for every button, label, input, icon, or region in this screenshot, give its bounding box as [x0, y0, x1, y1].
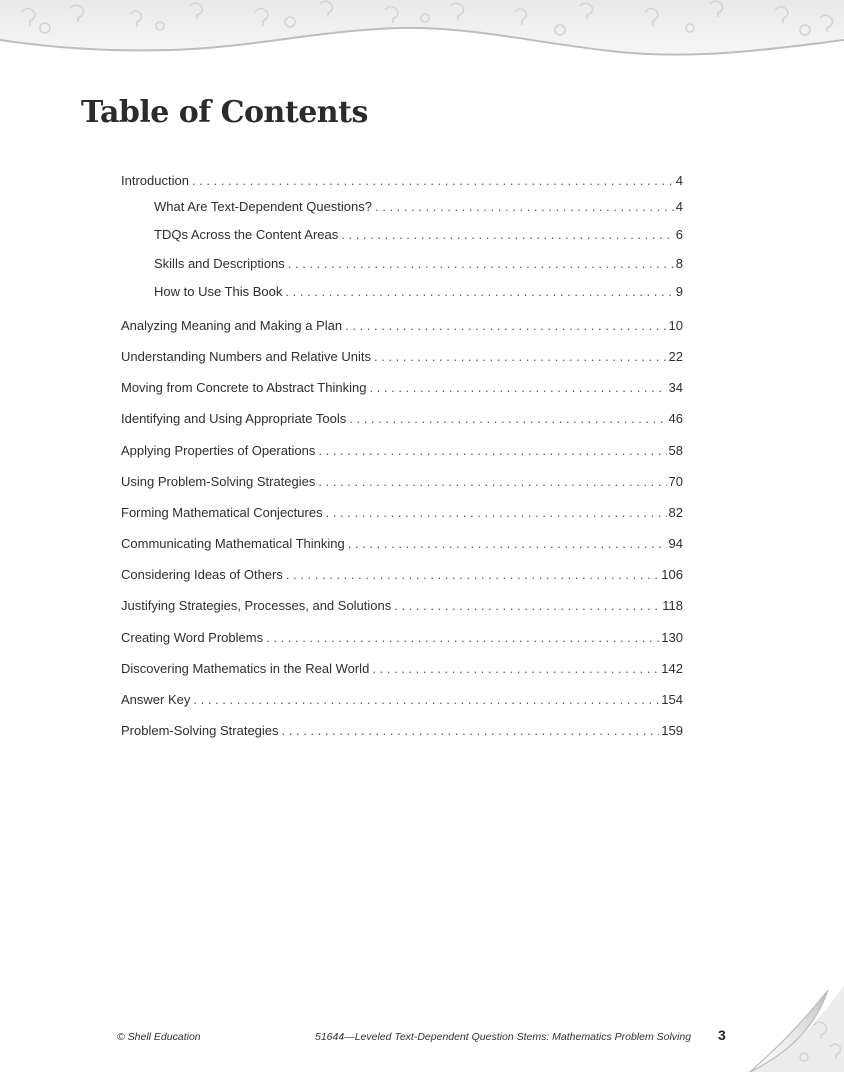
- toc-dot-leader: [345, 318, 666, 333]
- toc-entry-page: 46: [668, 411, 683, 426]
- toc-entry-label: Understanding Numbers and Relative Units: [121, 349, 372, 364]
- toc-entry-page: 34: [668, 380, 683, 395]
- toc-entry: [121, 349, 683, 369]
- toc-entry-label: Problem-Solving Strategies: [121, 723, 279, 738]
- toc-entry-page: 82: [668, 505, 683, 520]
- toc-entry-page: 8: [675, 256, 683, 271]
- toc-entry-label: Introduction: [121, 173, 189, 188]
- toc-entry: [121, 692, 683, 712]
- toc-entry-page: 159: [661, 723, 683, 738]
- toc-entry-page: 4: [675, 199, 683, 214]
- toc-entry-label: Forming Mathematical Conjectures: [121, 505, 323, 520]
- toc-dot-leader: [375, 199, 674, 214]
- table-of-contents: [121, 0, 683, 760]
- toc-entry-page: 9: [675, 284, 683, 299]
- page-curl-decoration: [744, 985, 844, 1072]
- toc-dot-leader: [394, 598, 660, 613]
- toc-entry-label: Moving from Concrete to Abstract Thinking: [121, 380, 367, 395]
- toc-dot-leader: [349, 411, 666, 426]
- toc-entry-page: 94: [668, 536, 683, 551]
- toc-entry-label: Analyzing Meaning and Making a Plan: [121, 318, 343, 333]
- toc-entry-label: Considering Ideas of Others: [121, 567, 283, 582]
- toc-entry: [154, 199, 683, 219]
- toc-entry: [121, 536, 683, 556]
- toc-entry-page: 130: [661, 630, 683, 645]
- toc-entry: [121, 598, 683, 618]
- toc-entry-label: Answer Key: [121, 692, 191, 707]
- toc-entry-page: 106: [661, 567, 683, 582]
- toc-dot-leader: [266, 630, 659, 645]
- toc-entry: [154, 284, 683, 304]
- toc-entry-label: Communicating Mathematical Thinking: [121, 536, 345, 551]
- toc-entry-label: Skills and Descriptions: [154, 256, 285, 271]
- toc-entry: [121, 723, 683, 743]
- toc-entry: [121, 505, 683, 525]
- toc-dot-leader: [193, 692, 659, 707]
- toc-entry: [121, 661, 683, 681]
- toc-entry-page: 4: [675, 173, 683, 188]
- footer-copyright: © Shell Education: [117, 1031, 201, 1043]
- toc-dot-leader: [369, 380, 666, 395]
- toc-dot-leader: [372, 661, 659, 676]
- toc-entry: [121, 474, 683, 494]
- toc-entry: [121, 173, 683, 193]
- toc-dot-leader: [326, 505, 667, 520]
- toc-entry-label: Identifying and Using Appropriate Tools: [121, 411, 347, 426]
- toc-dot-leader: [285, 284, 673, 299]
- toc-entry-page: 70: [668, 474, 683, 489]
- toc-entry: [121, 318, 683, 338]
- toc-entry-label: Applying Properties of Operations: [121, 443, 316, 458]
- toc-entry-page: 10: [668, 318, 683, 333]
- toc-dot-leader: [341, 227, 674, 242]
- toc-entry: [121, 567, 683, 587]
- toc-dot-leader: [318, 474, 666, 489]
- toc-entry-page: 118: [662, 598, 683, 613]
- toc-entry: [154, 256, 683, 276]
- toc-entry-label: Justifying Strategies, Processes, and Solutions: [121, 598, 392, 613]
- toc-dot-leader: [192, 173, 674, 188]
- toc-entry-label: Creating Word Problems: [121, 630, 264, 645]
- toc-entry-label: TDQs Across the Content Areas: [154, 227, 339, 242]
- toc-dot-leader: [282, 723, 660, 738]
- toc-dot-leader: [348, 536, 667, 551]
- toc-entry-page: 142: [661, 661, 683, 676]
- toc-entry: [121, 630, 683, 650]
- toc-dot-leader: [318, 443, 666, 458]
- page-title: Table of Contents: [81, 95, 368, 130]
- toc-entry-page: 22: [668, 349, 683, 364]
- footer-page-number: 3: [718, 1027, 726, 1043]
- toc-entry: [121, 380, 683, 400]
- toc-dot-leader: [374, 349, 667, 364]
- toc-entry-label: What Are Text-Dependent Questions?: [154, 199, 372, 214]
- toc-entry: [121, 411, 683, 431]
- toc-entry: [121, 443, 683, 463]
- toc-dot-leader: [288, 256, 674, 271]
- toc-entry: [154, 227, 683, 247]
- toc-entry-page: 6: [675, 227, 683, 242]
- toc-entry-page: 154: [661, 692, 683, 707]
- toc-entry-label: Using Problem-Solving Strategies: [121, 474, 316, 489]
- footer-book-title: 51644—Leveled Text-Dependent Question Stems: Mathematics Problem Solving: [315, 1031, 692, 1043]
- toc-dot-leader: [286, 567, 659, 582]
- toc-entry-page: 58: [668, 443, 683, 458]
- toc-entry-label: Discovering Mathematics in the Real World: [121, 661, 370, 676]
- toc-entry-label: How to Use This Book: [154, 284, 283, 299]
